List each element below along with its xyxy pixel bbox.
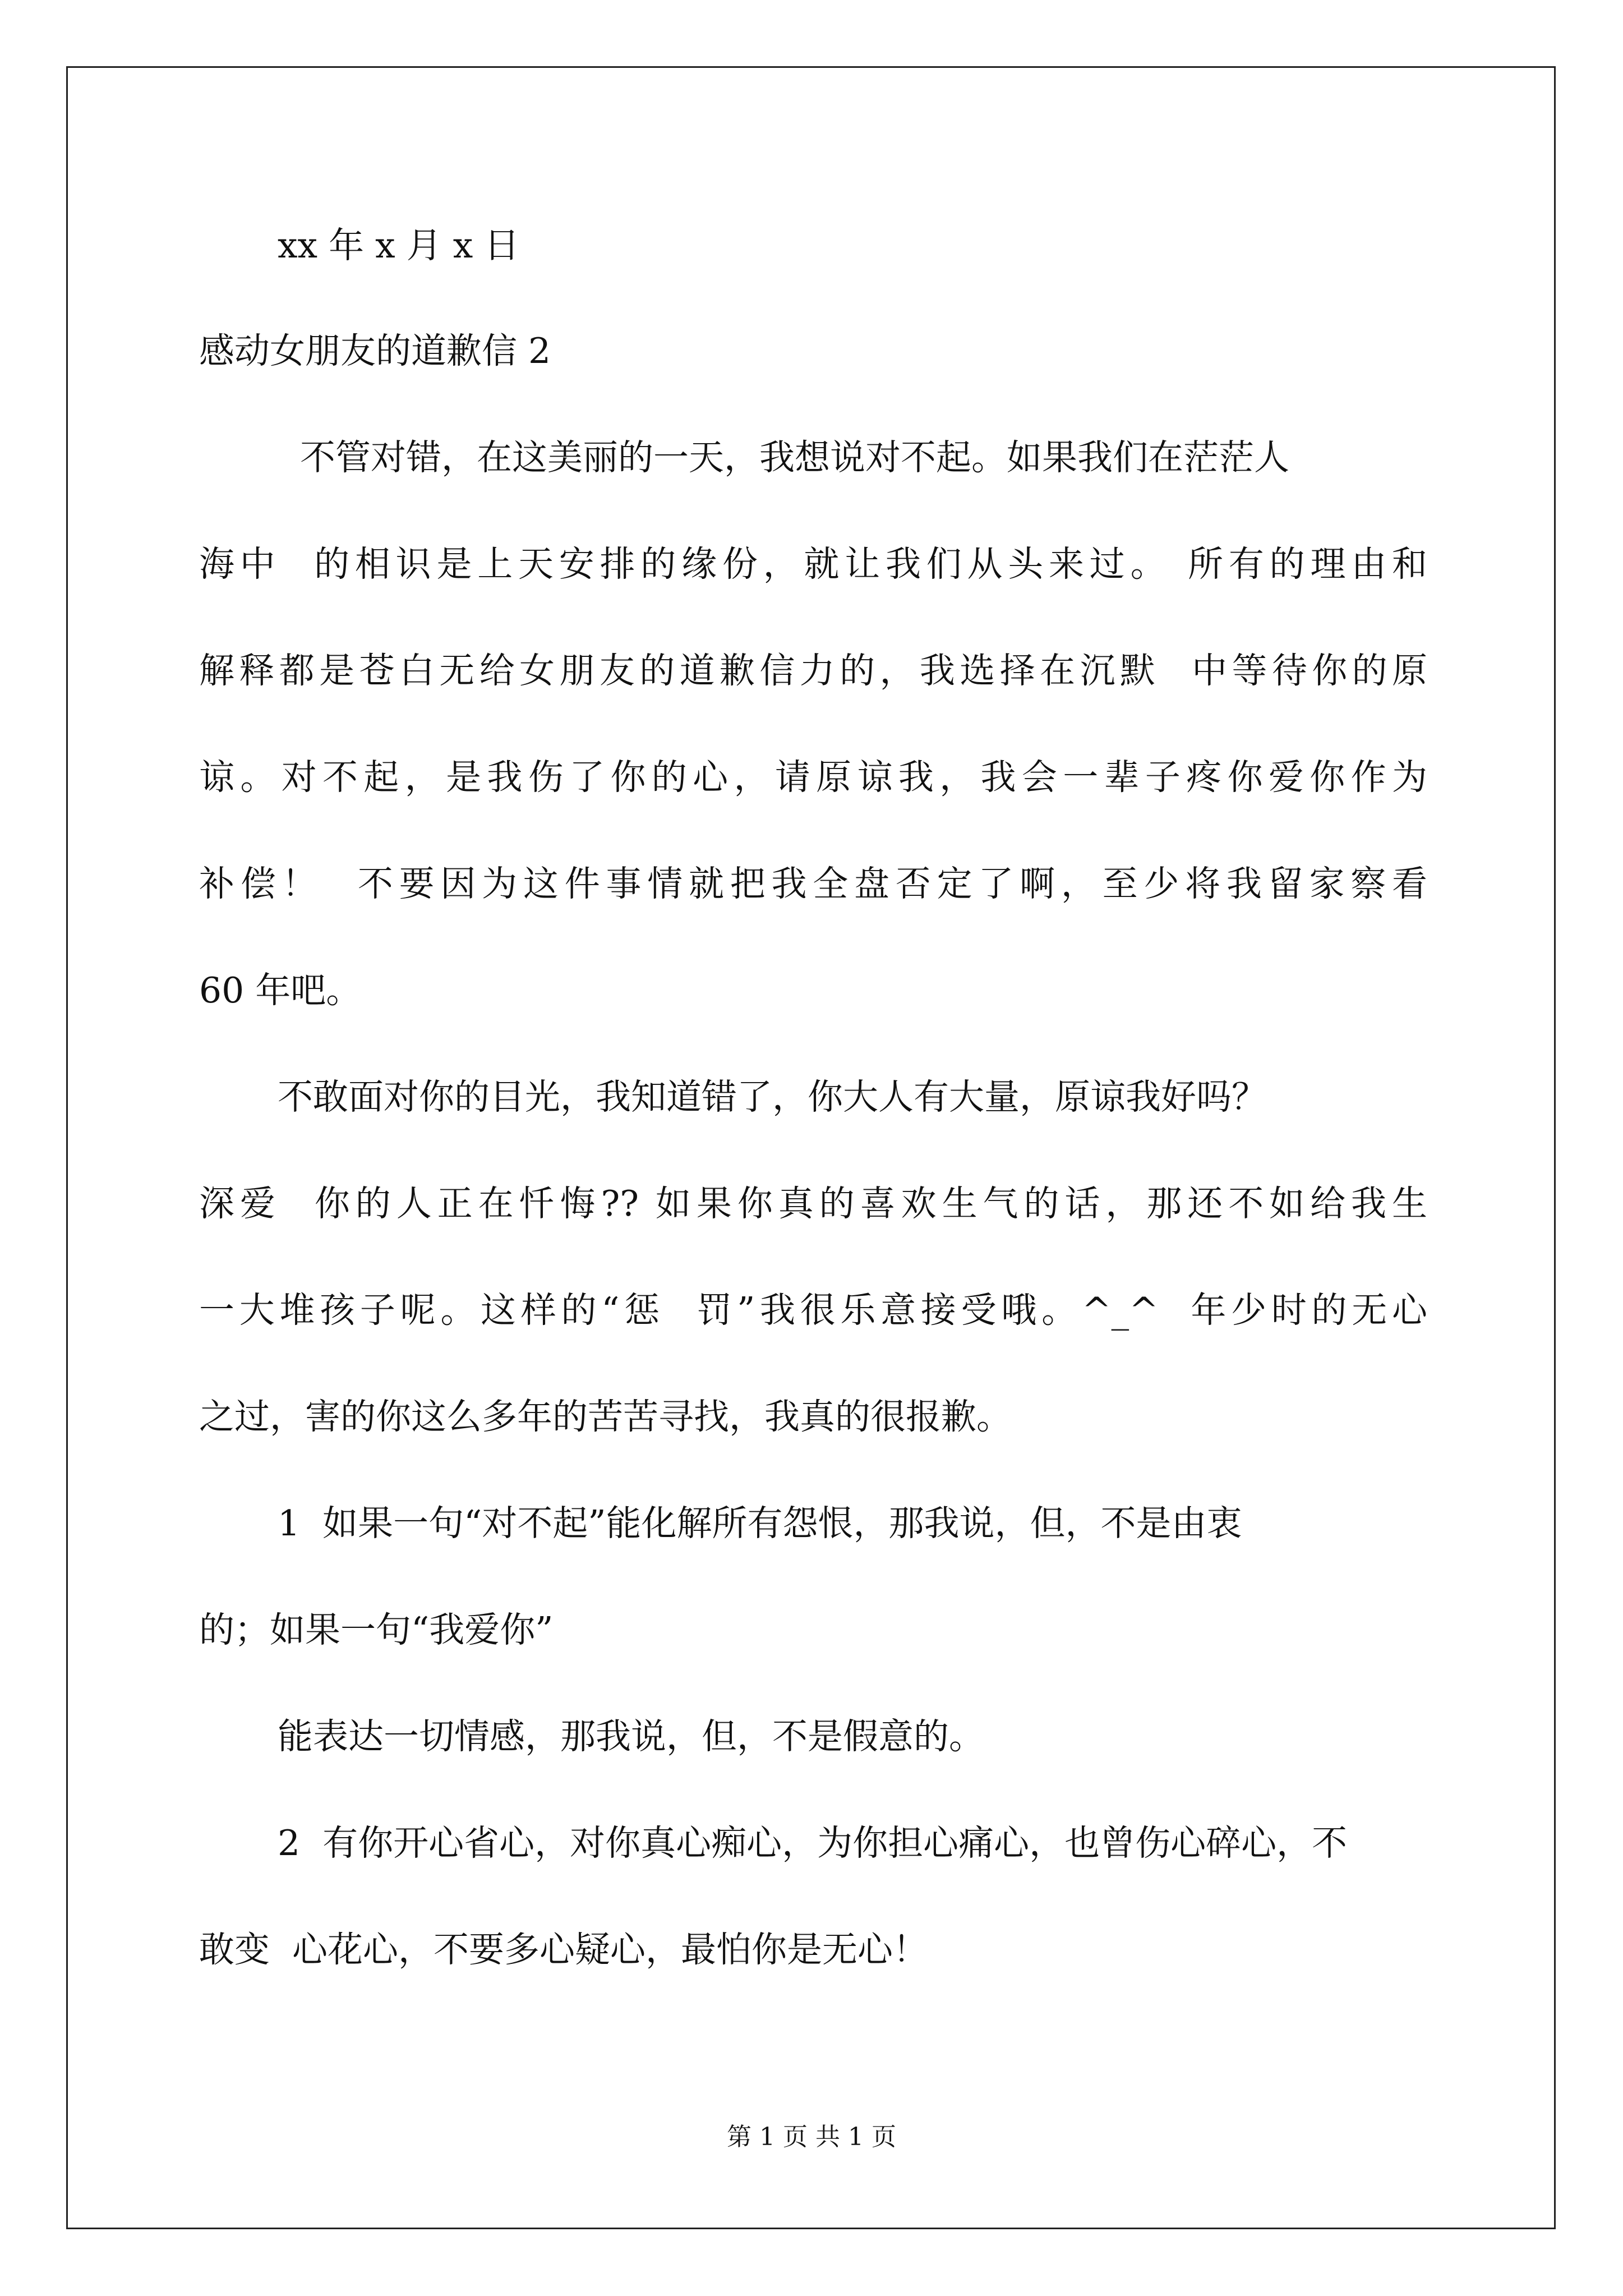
paragraph-line: 之过，害的你这么多年的苦苦寻找，我真的很报歉。 xyxy=(199,1396,1012,1437)
paragraph-line: 不敢面对你的目光，我知道错了，你大人有大量，原谅我好吗？ xyxy=(278,1076,1267,1117)
paragraph-line: 能表达一切情感，那我说，但，不是假意的。 xyxy=(278,1716,984,1757)
paragraph-line: 谅。对不起，是我伤了你的心，请原谅我，我会一辈子疼你爱你作为 xyxy=(199,757,1427,798)
paragraph-line: 不管对错，在这美丽的一天，我想说对不起。如果我们在茫茫人 xyxy=(300,437,1289,478)
page-border xyxy=(66,66,1556,2229)
page-footer: 第 1 页 共 1 页 xyxy=(727,2123,896,2151)
date-line: xx 年 x 月 x 日 xyxy=(278,225,520,266)
paragraph-line: 1 如果一句“对不起”能化解所有怨恨，那我说，但，不是由衷 xyxy=(278,1503,1242,1544)
paragraph-line: 海中 的相识是上天安排的缘份，就让我们从头来过。 所有的理由和 xyxy=(199,544,1427,585)
paragraph-line: 补偿！ 不要因为这件事情就把我全盘否定了啊，至少将我留家察看 xyxy=(199,863,1427,904)
paragraph-line: 敢变 心花心，不要多心疑心，最怕你是无心！ xyxy=(199,1929,929,1970)
paragraph-line: 2 有你开心省心，对你真心痴心，为你担心痛心，也曾伤心碎心，不 xyxy=(278,1823,1348,1864)
paragraph-line: 解释都是苍白无给女朋友的道歉信力的，我选择在沉默 中等待你的原 xyxy=(199,650,1427,691)
document-title: 感动女朋友的道歉信 2 xyxy=(199,330,551,371)
paragraph-line: 的；如果一句“我爱你” xyxy=(199,1609,554,1650)
paragraph-line: 60 年吧。 xyxy=(199,970,362,1011)
paragraph-line: 深爱 你的人正在忏悔?? 如果你真的喜欢生气的话，那还不如给我生 xyxy=(199,1183,1427,1224)
paragraph-line: 一大堆孩子呢。这样的“惩 罚”我很乐意接受哦。^_^ 年少时的无心 xyxy=(199,1290,1427,1331)
